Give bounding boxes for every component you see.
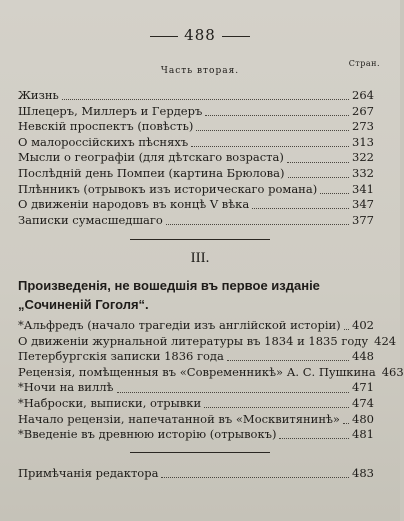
page-number: 488 [0,26,400,44]
section-number: III. [190,250,210,266]
toc-entry: О малороссійскихъ пѣсняхъ 313 [18,134,374,149]
leader-dots [279,430,349,439]
leader-dots [191,138,349,147]
toc-entry: О движеніи народовъ въ концѣ V вѣка 347 [18,197,374,212]
toc-entry: Мысли о географіи (для дѣтскаго возраста) 322 [18,150,374,165]
leader-dots [196,122,349,131]
toc-entry: Шлецеръ, Миллеръ и Гердеръ 267 [18,103,374,118]
toc-entry: Петербургскія записки 1836 года 448 [18,349,374,364]
leader-dots [287,154,349,163]
leader-dots [320,185,349,194]
left-dash [150,36,178,37]
toc-entry: Начало рецензіи, напечатанной въ «Москвитянинѣ» 480 [18,411,374,426]
leader-dots [252,200,349,209]
page-column-header: Стран. [348,59,380,68]
toc-entry: Примѣчанія редактора 483 [18,466,374,480]
toc-list-editor-notes [18,466,374,482]
toc-list-part-two [18,88,374,228]
toc-entry: Рецензія, помѣщенныя въ «Современникѣ» А. С. Пушкина 463 [18,364,404,379]
toc-entry: *Наброски, выписки, отрывки 474 [18,395,374,410]
section-divider [130,452,270,453]
section-divider [130,239,270,240]
toc-entry: Невскій проспектъ (повѣсть) 273 [18,119,374,134]
leader-dots [227,352,349,361]
toc-entry: О движеніи журнальной литературы въ 1834 и 1835 году 424 [18,333,397,348]
part-title: Часть вторая. [160,66,240,76]
leader-dots [62,91,349,100]
leader-dots [204,399,349,408]
leader-dots [205,107,349,116]
leader-dots [343,415,349,424]
toc-list-section-three [18,318,404,443]
toc-entry: Плѣнникъ (отрывокъ изъ историческаго романа) 341 [18,181,374,196]
toc-entry: *Альфредъ (начало трагедіи изъ англійской исторіи) 402 [18,318,374,332]
leader-dots [344,321,349,330]
leader-dots [117,384,350,393]
right-dash [222,36,250,37]
leader-dots [161,469,349,478]
toc-entry: Записки сумасшедшаго 377 [18,212,374,227]
toc-entry: Послѣдній день Помпеи (картина Брюлова) 332 [18,165,374,180]
toc-entry: *Ночи на виллѣ 471 [18,380,374,395]
section-heading: Произведенія, не вошедшія въ первое изданіе „Сочиненій Гоголя“. [18,278,320,312]
toc-entry: *Введеніе въ древнюю исторію (отрывокъ) 481 [18,427,374,442]
leader-dots [166,216,349,225]
toc-entry: Жизнь 264 [18,88,374,102]
leader-dots [288,169,350,178]
